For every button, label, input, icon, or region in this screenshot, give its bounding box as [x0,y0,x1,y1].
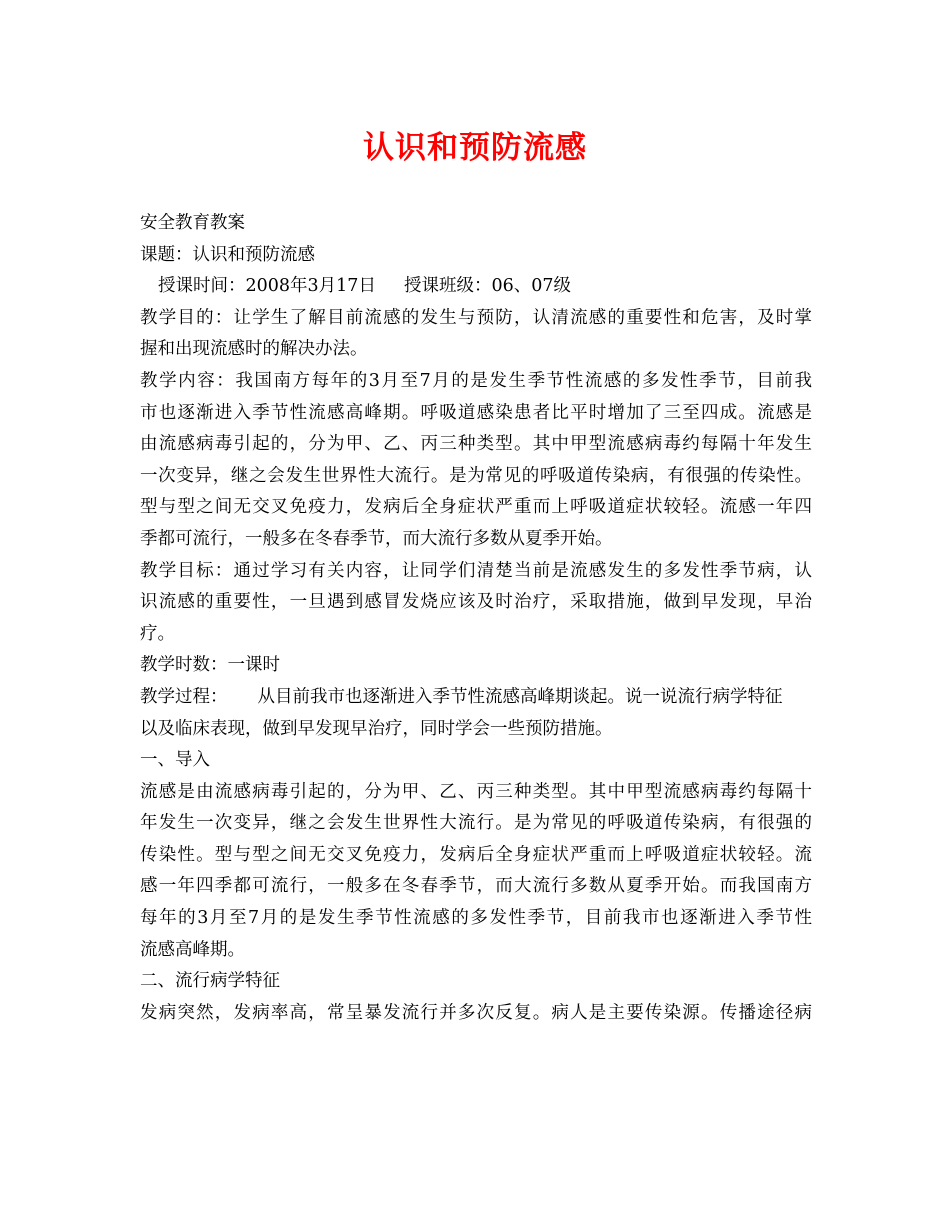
section1-heading: 一、导入 [140,750,210,771]
content-line: 型与型之间无交叉免疫力，发病后全身症状严重而上呼吸道症状较轻。流感一年四 [140,497,812,518]
section2-line: 发病突然，发病率高，常呈暴发流行并多次反复。病人是主要传染源。传播途径病 [140,1002,812,1023]
section1-line: 流感是由流感病毒引起的，分为甲、乙、丙三种类型。其中甲型流感病毒约每隔十 [140,781,812,802]
purpose-line: 教学目的：让学生了解目前流感的发生与预防，认清流感的重要性和危害，及时掌 [140,307,812,328]
content-line: 季都可流行，一般多在冬春季节，而大流行多数从夏季开始。 [140,528,613,549]
content-line: 教学内容：我国南方每年的3月至7月的是发生季节性流感的多发性季节，目前我 [140,370,812,391]
document-title: 认识和预防流感 [363,130,587,166]
content-line: 市也逐渐进入季节性流感高峰期。呼吸道感染患者比平时增加了三至四成。流感是 [140,402,812,423]
goal-line: 教学目标：通过学习有关内容，让同学们清楚当前是流感发生的多发性季节病，认 [140,560,812,581]
process-line: 以及临床表现，做到早发现早治疗，同时学会一些预防措施。 [140,718,613,739]
content-line: 一次变异，继之会发生世界性大流行。是为常见的呼吸道传染病，有很强的传染性。 [140,465,812,486]
process-label: 教学过程： [140,686,228,707]
purpose-line: 握和出现流感时的解决办法。 [140,339,368,360]
doc-class: 授课班级：06、07级 [403,276,571,297]
goal-line: 疗。 [140,623,175,644]
document-body [140,208,812,1029]
section1-line: 感一年四季都可流行，一般多在冬春季节，而大流行多数从夏季开始。而我国南方 [140,876,812,897]
content-line: 由流感病毒引起的，分为甲、乙、丙三种类型。其中甲型流感病毒约每隔十年发生 [140,434,812,455]
doc-hours: 教学时数：一课时 [140,655,280,676]
section1-line: 年发生一次变异，继之会发生世界性大流行。是为常见的呼吸道传染病，有很强的 [140,813,812,834]
process-text: 从目前我市也逐渐进入季节性流感高峰期谈起。说一说流行病学特征 [257,686,783,707]
doc-time: 授课时间：2008年3月17日 [158,276,376,297]
section2-heading: 二、流行病学特征 [140,971,280,992]
goal-line: 识流感的重要性，一旦遇到感冒发烧应该及时治疗，采取措施，做到早发现，早治 [140,592,812,613]
section1-line: 每年的3月至7月的是发生季节性流感的多发性季节，目前我市也逐渐进入季节性 [140,908,812,929]
doc-subtitle: 安全教育教案 [140,213,245,233]
section1-line: 流感高峰期。 [140,939,245,960]
doc-topic: 课题：认识和预防流感 [140,244,315,265]
process-line [140,682,812,714]
section1-line: 传染性。型与型之间无交叉免疫力，发病后全身症状严重而上呼吸道症状较轻。流 [140,844,812,865]
doc-time-class-line [140,271,812,303]
